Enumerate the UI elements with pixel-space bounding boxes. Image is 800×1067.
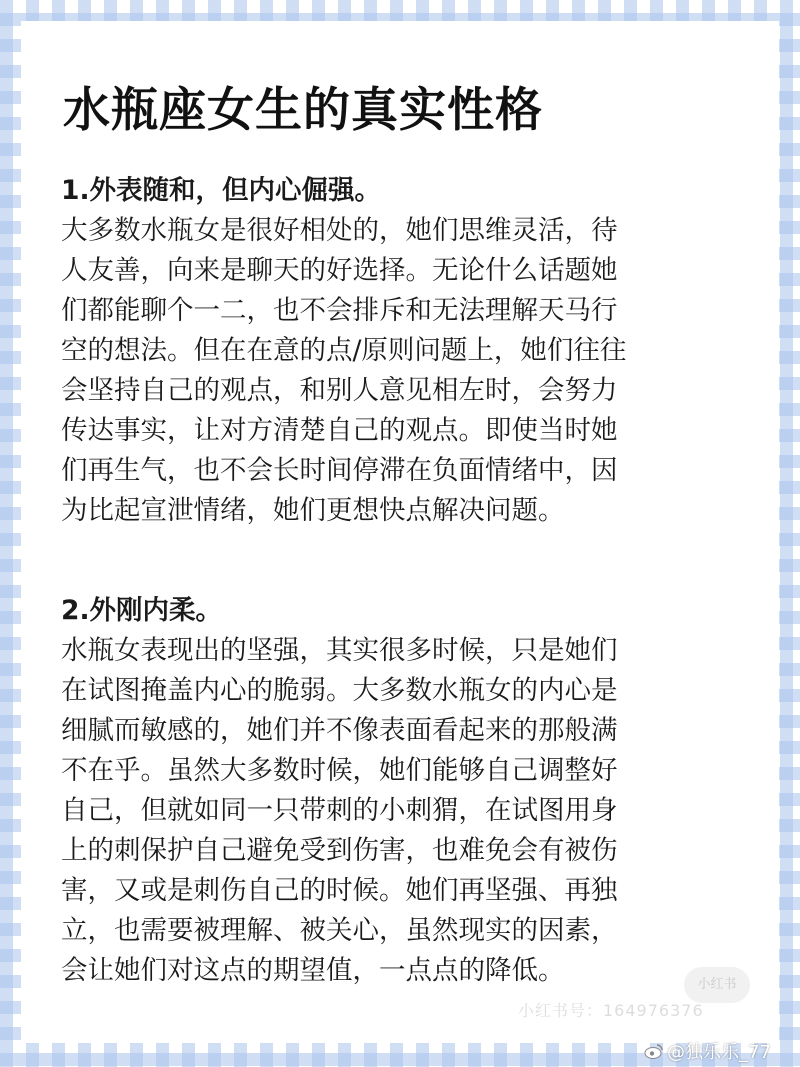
page-title: 水瓶座女生的真实性格 xyxy=(63,83,543,138)
section-1 xyxy=(61,171,741,531)
paragraph-line: 大多数水瓶女是很好相处的，她们思维灵活，待 xyxy=(61,215,618,246)
paragraph-line: 们再生气，也不会长时间停滞在负面情绪中，因 xyxy=(61,455,618,486)
paragraph-line: 人友善，向来是聊天的好选择。无论什么话题她 xyxy=(61,255,618,286)
paragraph-line: 上的刺保护自己避免受到伤害，也难免会有被伤 xyxy=(61,835,618,866)
paragraph-line: 们都能聊个一二，也不会排斥和无法理解天马行 xyxy=(61,295,618,326)
platform-id-watermark: 小红书号：164976376 xyxy=(518,1001,704,1020)
section-heading: 1.外表随和，但内心倔强。 xyxy=(61,175,382,206)
paragraph-line: 不在乎。虽然大多数时候，她们能够自己调整好 xyxy=(61,755,618,786)
paragraph-line: 水瓶女表现出的坚强，其实很多时候，只是她们 xyxy=(61,635,618,666)
paragraph-line: 在试图掩盖内心的脆弱。大多数水瓶女的内心是 xyxy=(61,675,618,706)
paragraph-line: 立，也需要被理解、被关心，虽然现实的因素， xyxy=(61,915,618,946)
weibo-icon xyxy=(644,1042,664,1060)
paragraph-line: 为比起宣泄情绪，她们更想快点解决问题。 xyxy=(61,495,565,526)
paragraph-line: 害，又或是刺伤自己的时候。她们再坚强、再独 xyxy=(61,875,618,906)
paragraph-line: 会让她们对这点的期望值，一点点的降低。 xyxy=(61,955,565,986)
paragraph-line: 自己，但就如同一只带刺的小刺猬，在试图用身 xyxy=(61,795,618,826)
article-card xyxy=(21,21,779,1043)
section-2 xyxy=(61,591,741,991)
weibo-watermark xyxy=(644,1038,771,1064)
paragraph-line: 细腻而敏感的，她们并不像表面看起来的那般满 xyxy=(61,715,618,746)
weibo-username: @独乐乐_77 xyxy=(667,1042,771,1063)
paragraph-line: 会坚持自己的观点，和别人意见相左时，会努力 xyxy=(61,375,618,406)
xiaohongshu-badge: 小红书 xyxy=(684,967,750,1003)
paragraph-line: 空的想法。但在在意的点/原则问题上，她们往往 xyxy=(61,335,627,366)
section-heading: 2.外刚内柔。 xyxy=(61,595,223,626)
paragraph-line: 传达事实，让对方清楚自己的观点。即使当时她 xyxy=(61,415,618,446)
